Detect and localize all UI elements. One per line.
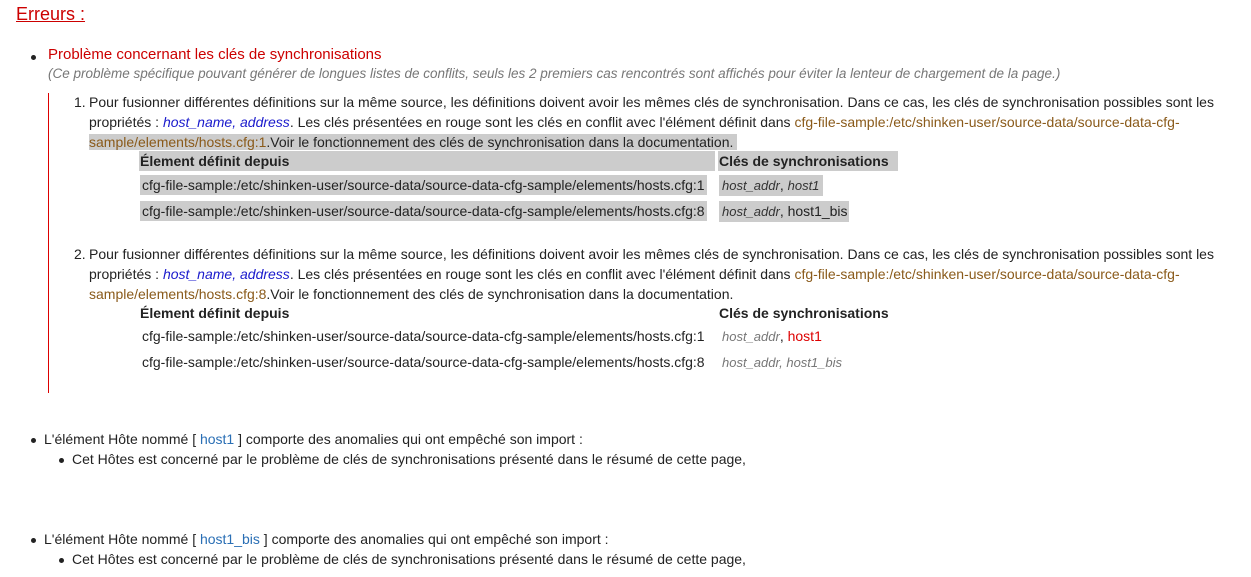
- table-header-keys: Clés de synchronisations: [718, 151, 898, 171]
- item-line2: propriétés : host_name, address. Les clés présentées en rouge sont les clés en conflit avec l'élément définit dans cfg-file-sample:/etc/shinken-user/source-data/source-data-cfg-: [89, 114, 1180, 130]
- source-link[interactable]: sample/elements/hosts.cfg:8: [89, 286, 267, 302]
- doc-text: .Voir le fonctionnement des clés de synchronisation dans la documentation.: [266, 134, 734, 150]
- errors-title: Erreurs :: [16, 4, 86, 24]
- problem-subtitle: (Ce problème spécifique pouvant générer de longues listes de conflits, seuls les 2 premiers cas rencontrés sont affichés pour éviter la lenteur de chargement de la page.): [48, 66, 1061, 81]
- table-header-keys: Clés de synchronisations: [719, 305, 889, 321]
- table-row-keys: host_addr, host1_bis: [722, 355, 842, 370]
- source-link[interactable]: cfg-file-sample:/etc/shinken-user/source-data/source-data-cfg-: [794, 266, 1180, 282]
- item-line2: propriétés : host_name, address. Les clés présentées en rouge sont les clés en conflit avec l'élément définit dans cfg-file-sample:/etc/shinken-user/source-data/source-data-cfg-: [89, 266, 1180, 282]
- table-row-keys: host_addr, host1: [719, 175, 823, 196]
- table-row-source: cfg-file-sample:/etc/shinken-user/source-data/source-data-cfg-sample/elements/hosts.cfg:1: [142, 328, 705, 344]
- prop-link-host-name[interactable]: host_name: [162, 266, 233, 282]
- table-row-source: cfg-file-sample:/etc/shinken-user/source-data/source-data-cfg-sample/elements/hosts.cfg:8: [142, 203, 705, 219]
- element-header: L'élément Hôte nommé [ host1 ] comporte des anomalies qui ont empêché son import :: [44, 431, 583, 447]
- host-link[interactable]: host1_bis: [199, 531, 260, 547]
- item-number: 1.: [74, 94, 86, 110]
- prop-link-host-name[interactable]: host_name: [162, 114, 233, 130]
- table-header-source: Élement définit depuis: [140, 305, 290, 321]
- element-sub-bullet: [59, 458, 64, 463]
- element-bullet: [31, 438, 36, 443]
- problem-left-border: [48, 93, 49, 393]
- table-row-source: cfg-file-sample:/etc/shinken-user/source-data/source-data-cfg-sample/elements/hosts.cfg:1: [142, 177, 705, 193]
- source-link[interactable]: sample/elements/hosts.cfg:1: [89, 134, 267, 150]
- element-detail: Cet Hôtes est concerné par le problème de clés de synchronisations présenté dans le résumé de cette page,: [72, 451, 746, 467]
- source-link[interactable]: cfg-file-sample:/etc/shinken-user/source-data/source-data-cfg-: [794, 114, 1180, 130]
- problem-title: Problème concernant les clés de synchronisations: [48, 46, 382, 63]
- item-number: 2.: [74, 246, 86, 262]
- item-line1: Pour fusionner différentes définitions sur la même source, les définitions doivent avoir les mêmes clés de synchronisation. Dans ce cas, les clés de synchronisation possibles sont les: [89, 246, 1214, 262]
- problem-bullet: [31, 55, 36, 60]
- table-row-keys: host_addr, host1_bis: [719, 201, 849, 222]
- prop-link-address[interactable]: address: [240, 266, 290, 282]
- item-line1: Pour fusionner différentes définitions sur la même source, les définitions doivent avoir les mêmes clés de synchronisation. Dans ce cas, les clés de synchronisation possibles sont les: [89, 94, 1214, 110]
- element-bullet: [31, 538, 36, 543]
- element-detail: Cet Hôtes est concerné par le problème de clés de synchronisations présenté dans le résumé de cette page,: [72, 551, 746, 567]
- table-row-source: cfg-file-sample:/etc/shinken-user/source-data/source-data-cfg-sample/elements/hosts.cfg:8: [142, 354, 705, 370]
- table-row-keys: host_addr, host1: [722, 328, 822, 344]
- prop-link-address[interactable]: address: [240, 114, 290, 130]
- doc-text: .Voir le fonctionnement des clés de synchronisation dans la documentation.: [266, 286, 734, 302]
- host-link[interactable]: host1: [199, 431, 235, 447]
- element-header: L'élément Hôte nommé [ host1_bis ] comporte des anomalies qui ont empêché son import :: [44, 531, 609, 547]
- item-line3: [89, 132, 737, 152]
- item-line3: [89, 284, 733, 304]
- element-sub-bullet: [59, 558, 64, 563]
- table-header-source: Élement définit depuis: [139, 151, 715, 171]
